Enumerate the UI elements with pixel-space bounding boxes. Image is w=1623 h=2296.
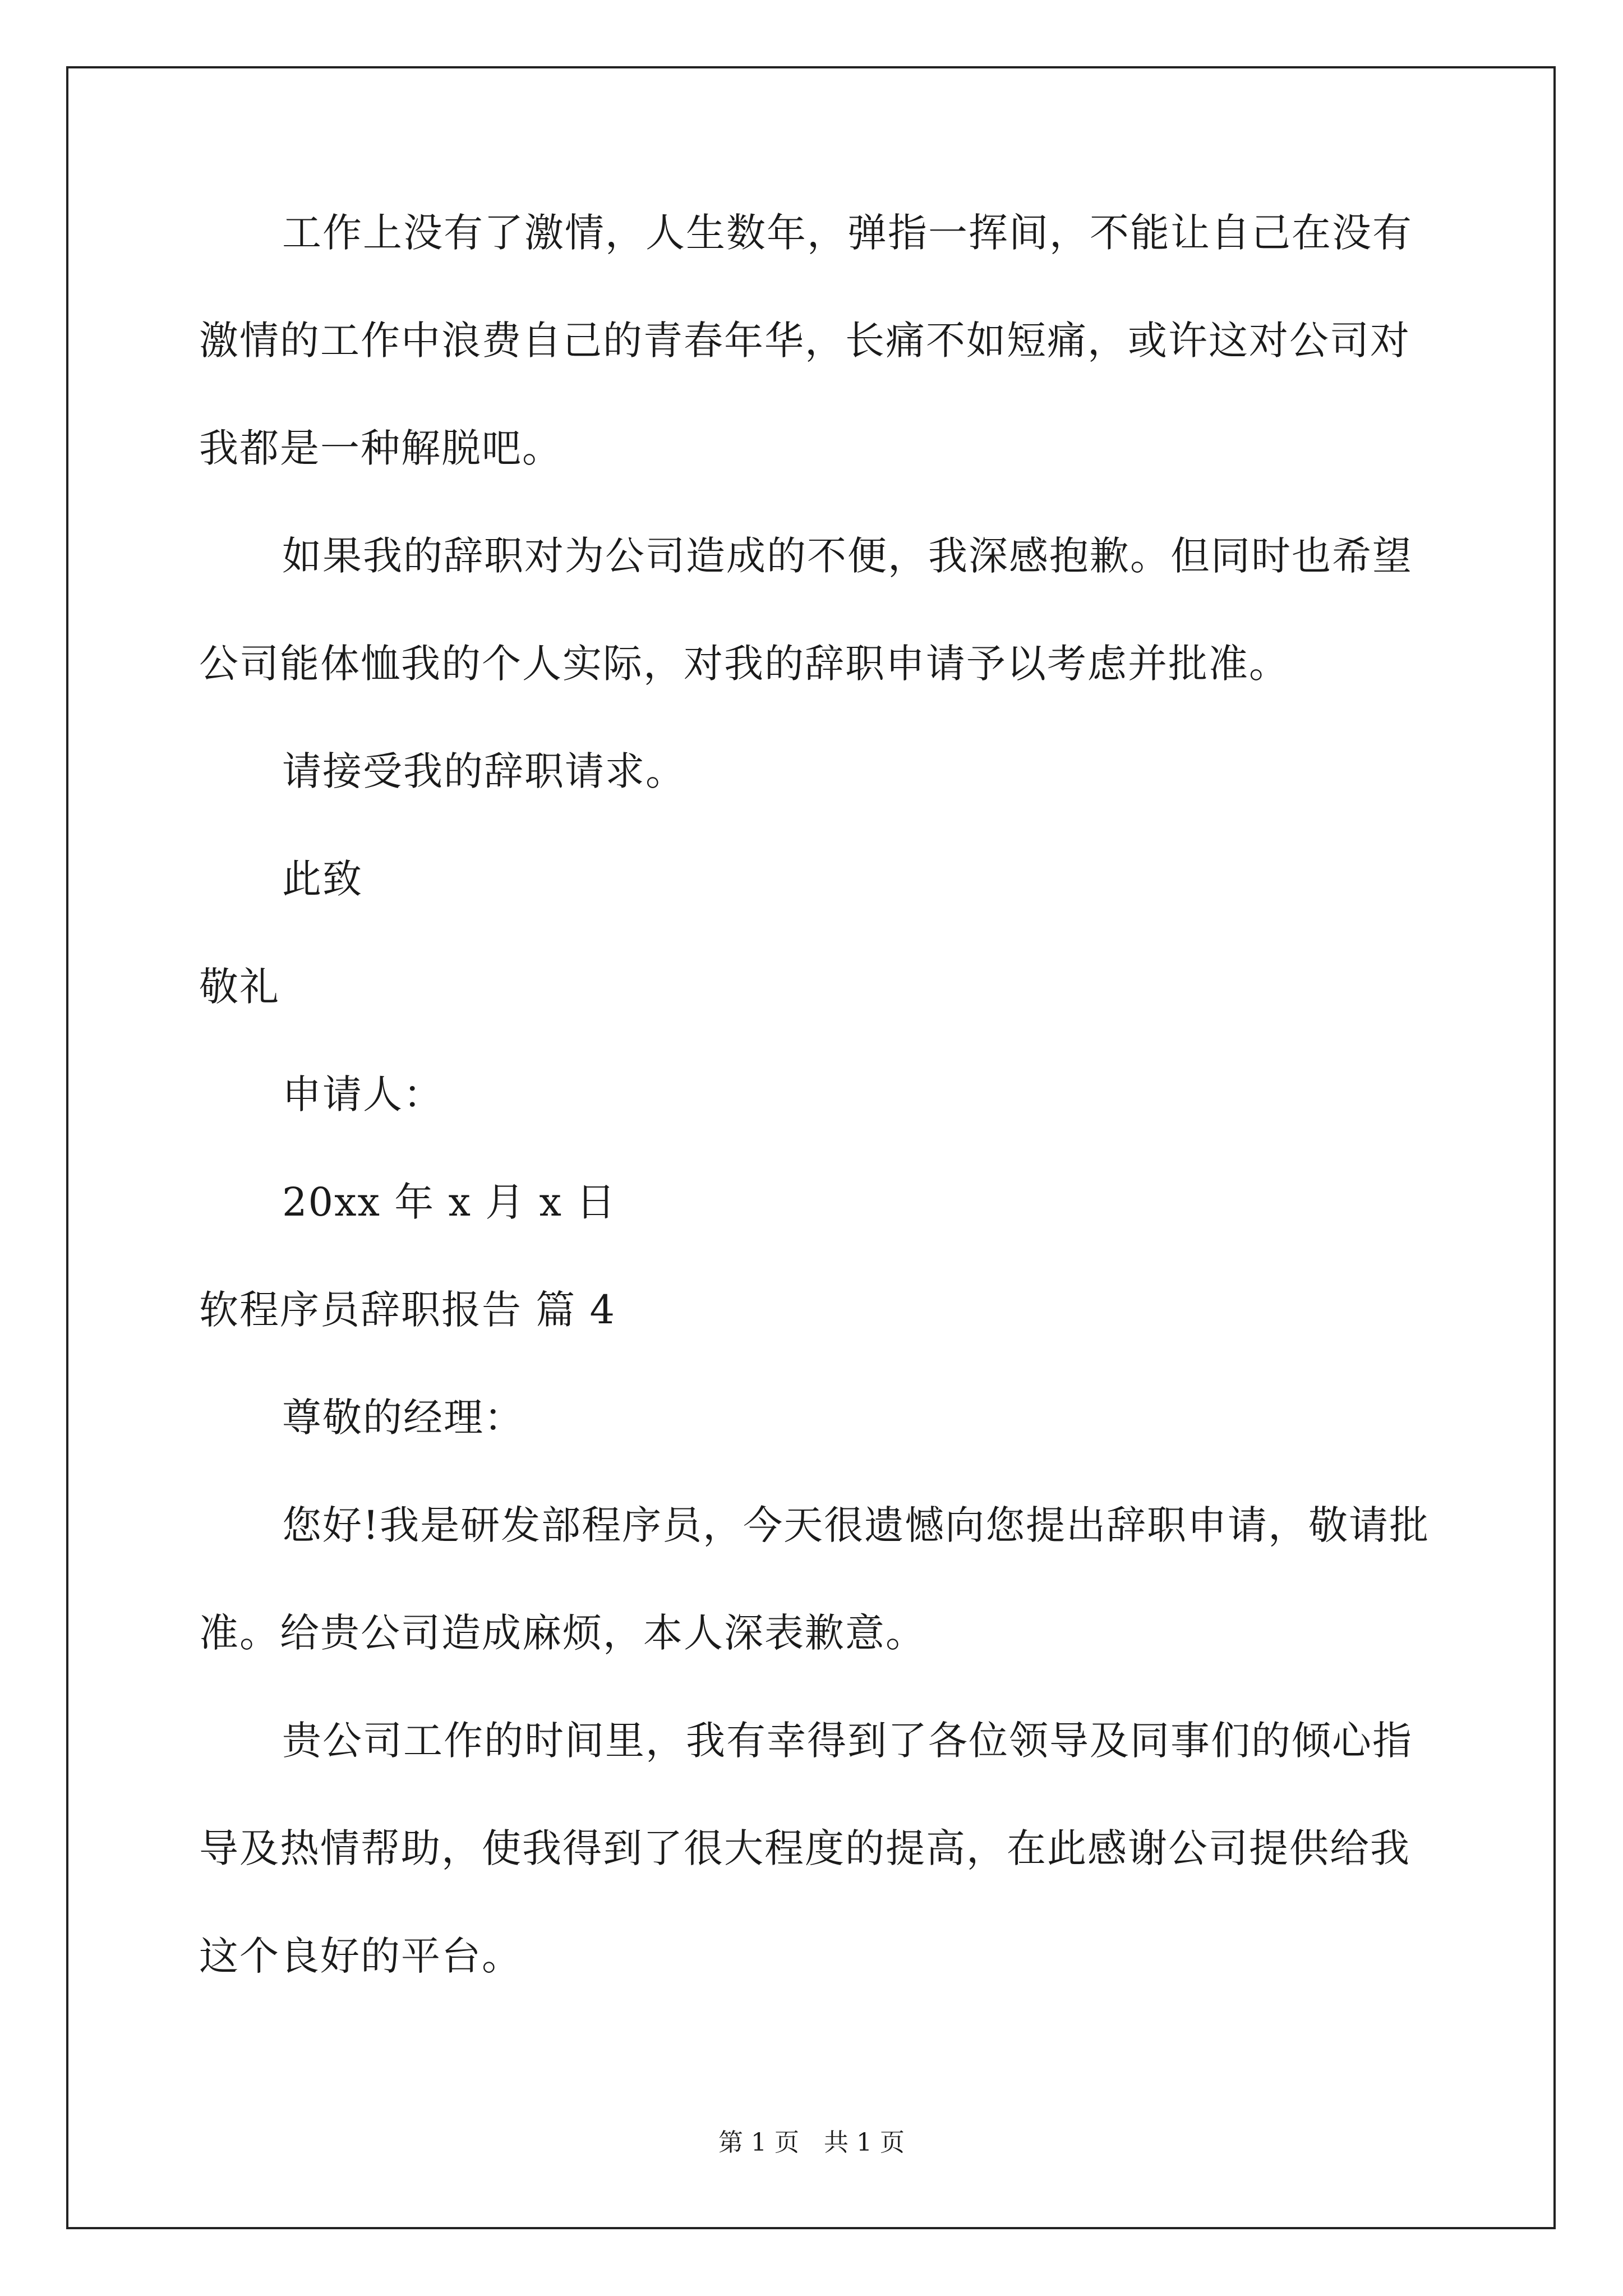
salutation-line: 敬礼 (199, 964, 280, 1010)
paragraph-line: 请接受我的辞职请求。 (282, 748, 686, 794)
paragraph-line: 您好!我是研发部程序员，今天很遗憾向您提出辞职申请，敬请批 (282, 1502, 1430, 1548)
paragraph-line: 准。给贵公司造成麻烦，本人深表歉意。 (199, 1610, 926, 1656)
date-line: 20xx 年 x 月 x 日 (282, 1179, 617, 1225)
page-footer (0, 2129, 1623, 2157)
page-number-total: 共 1 页 (824, 2128, 905, 2157)
section-heading: 软程序员辞职报告 篇 4 (199, 1287, 616, 1333)
paragraph-line: 公司能体恤我的个人实际，对我的辞职申请予以考虑并批准。 (199, 641, 1289, 687)
paragraph-line: 如果我的辞职对为公司造成的不便，我深感抱歉。但同时也希望 (282, 533, 1413, 579)
document-body (199, 210, 1430, 2044)
paragraph-line: 导及热情帮助，使我得到了很大程度的提高，在此感谢公司提供给我 (199, 1825, 1410, 1871)
salutation-line: 此致 (282, 856, 363, 902)
paragraph-line: 工作上没有了激情，人生数年，弹指一挥间，不能让自己在没有 (282, 210, 1413, 256)
page-number-current: 第 1 页 (718, 2128, 799, 2157)
greeting-line: 尊敬的经理： (282, 1395, 524, 1441)
paragraph-line: 我都是一种解脱吧。 (199, 425, 562, 471)
applicant-line: 申请人： (282, 1071, 444, 1117)
paragraph-line: 激情的工作中浪费自己的青春年华，长痛不如短痛，或许这对公司对 (199, 318, 1410, 364)
paragraph-line: 贵公司工作的时间里，我有幸得到了各位领导及同事们的倾心指 (282, 1718, 1413, 1764)
paragraph-line: 这个良好的平台。 (199, 1933, 522, 1979)
